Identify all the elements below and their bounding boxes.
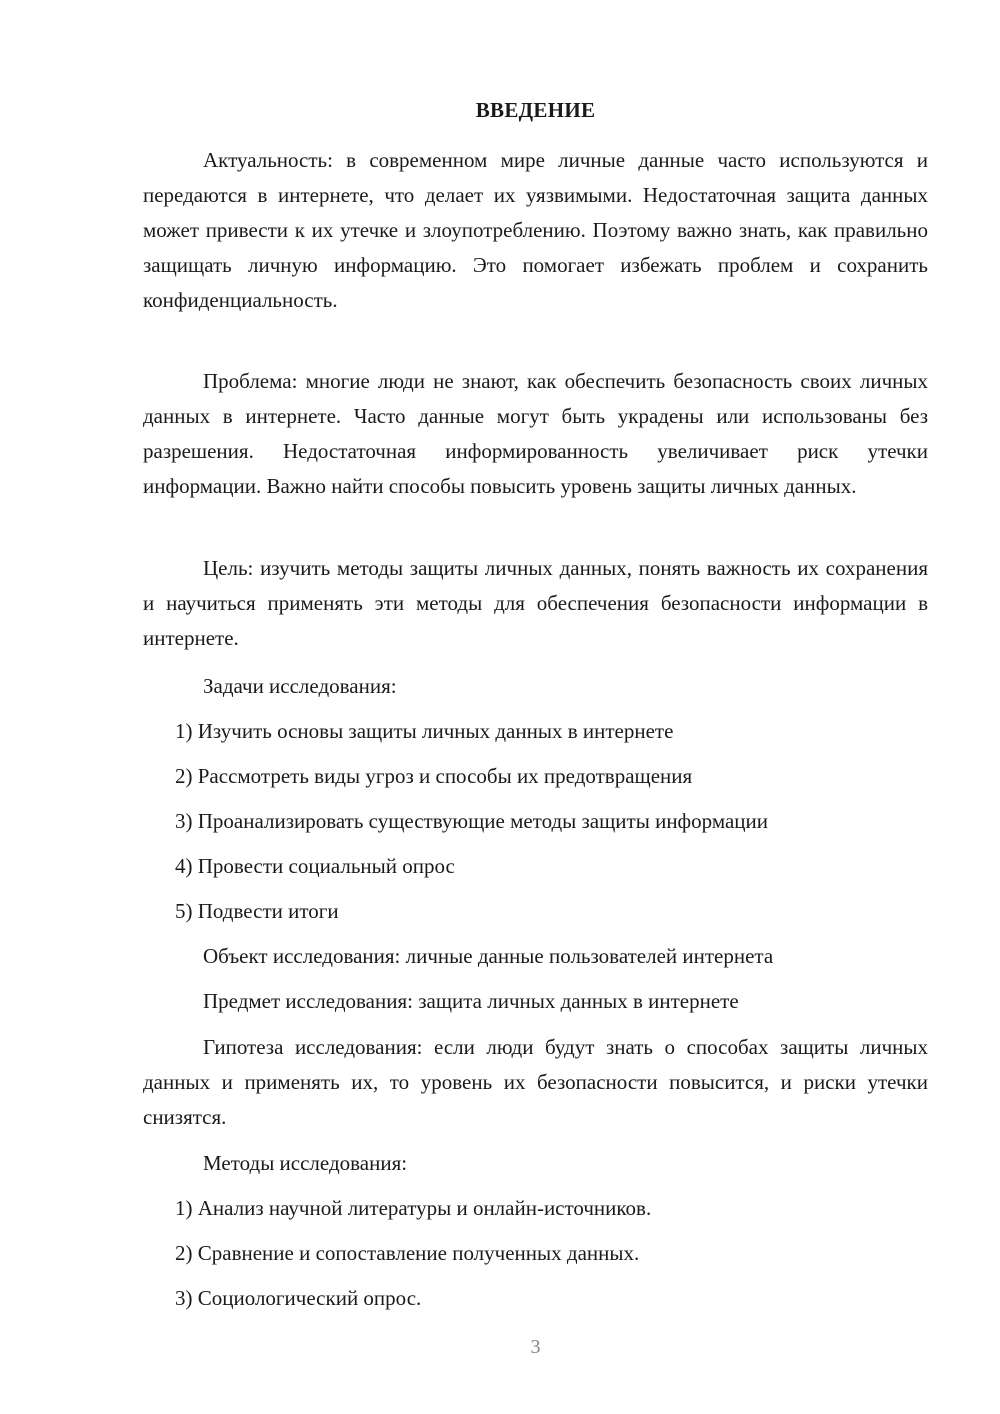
- tasks-heading: Задачи исследования:: [203, 674, 397, 698]
- research-subject: Предмет исследования: защита личных данных в интернете: [203, 989, 739, 1013]
- list-item: 3) Социологический опрос.: [175, 1286, 422, 1310]
- paragraph-goal: Цель: изучить методы защиты личных данных, понять важность их сохранения и научиться применять эти методы для обеспечения безопасности информации в интернете.: [143, 556, 928, 650]
- page-title: ВВЕДЕНИЕ: [475, 98, 596, 122]
- paragraph-relevance: Актуальность: в современном мире личные данные часто используются и передаются в интернете, что делает их уязвимыми. Недостаточная защита данных может привести к их утечке и злоупотреблению. Поэтому важно знать, как правильно защищать личную информацию. Это помогает избежать проблем и сохранить конфиденциальность.: [143, 148, 928, 312]
- research-object: Объект исследования: личные данные пользователей интернета: [203, 944, 774, 968]
- list-item: 1) Анализ научной литературы и онлайн-источников.: [175, 1196, 652, 1220]
- list-item: 3) Проанализировать существующие методы защиты информации: [175, 809, 769, 833]
- page-number: 3: [530, 1336, 541, 1358]
- list-item: 4) Провести социальный опрос: [175, 854, 455, 878]
- paragraph-problem: Проблема: многие люди не знают, как обеспечить безопасность своих личных данных в интернете. Часто данные могут быть украдены или использованы без разрешения. Недостаточная информированность увеличивает риск утечки информации. Важно найти способы повысить уровень защиты личных данных.: [143, 369, 928, 498]
- list-item: 2) Рассмотреть виды угроз и способы их предотвращения: [175, 764, 693, 788]
- list-item: 2) Сравнение и сопоставление полученных данных.: [175, 1241, 640, 1265]
- list-item: 5) Подвести итоги: [175, 899, 339, 923]
- methods-heading: Методы исследования:: [203, 1151, 408, 1175]
- list-item: 1) Изучить основы защиты личных данных в интернете: [175, 719, 674, 743]
- paragraph-hypothesis: Гипотеза исследования: если люди будут знать о способах защиты личных данных и применять их, то уровень их безопасности повысится, и риски утечки снизятся.: [143, 1035, 928, 1129]
